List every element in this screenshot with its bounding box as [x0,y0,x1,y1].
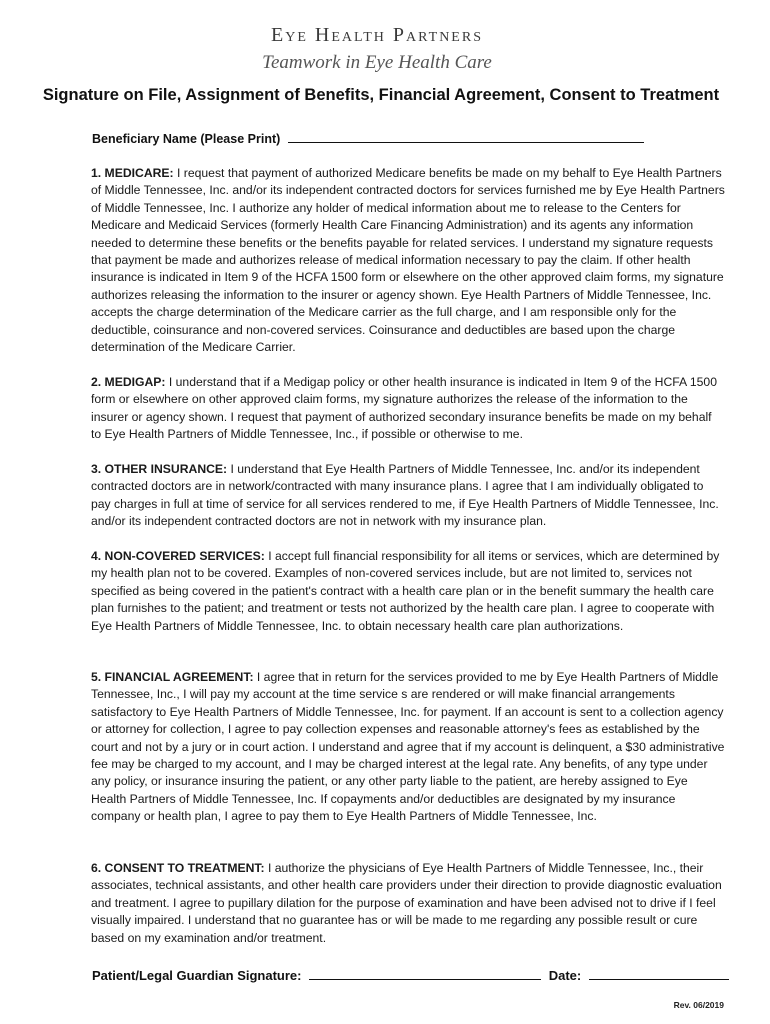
section-consent-to-treatment [91,860,725,947]
signature-row [92,966,733,983]
section-non-covered-services [91,548,725,635]
document-title: Signature on File, Assignment of Benefits, Financial Agreement, Consent to Treatment [42,86,720,104]
revision-note: Rev. 06/2019 [673,1000,724,1010]
section-heading: 6. CONSENT TO TREATMENT: [91,861,265,875]
signature-label: Patient/Legal Guardian Signature: [92,968,302,983]
section-heading: 5. FINANCIAL AGREEMENT: [91,670,254,684]
beneficiary-name-label: Beneficiary Name (Please Print) [92,132,281,146]
beneficiary-name-field [92,130,644,146]
section-body: I request that payment of authorized Medicare benefits be made on my behalf to Eye Health Partners of Middle Tennessee, Inc. and/or its independent contracted doctors for services furnished me by Eye Health Partners of Middle Tennessee, Inc. I authorize any holder of medical information about me to release to the Centers for Medicare and Medicaid Services (formerly Health Care Financing Administration) and its agents any information needed to determine these benefits or the benefits payable for related services. I understand my signature requests that payment be made and authorizes release of medical information necessary to pay the claim. If other health insurance is indicated in Item 9 of the HCFA 1500 form or elsewhere on the other approved claim forms, my signature authorizes releasing the information to the insurer or agency shown. Eye Health Partners of Middle Tennessee, Inc. accepts the charge determination of the Medicare carrier as the full charge, and I am responsible only for the deductible, coinsurance and non-covered services. Coinsurance and deductibles are based upon the charge determination of the Medicare Carrier. [91,166,725,355]
section-body: I understand that Eye Health Partners of Middle Tennessee, Inc. and/or its independent contracted doctors are in network/contracted with many insurance plans. I agree that I am individually obligated to pay charges in full at time of service for all services rendered to me, if Eye Health Partners of Middle Tennessee, Inc. and/or its independent contracted doctors are not in network with my insurance plan. [91,462,719,529]
section-heading: 1. MEDICARE: [91,166,174,180]
section-heading: 4. NON-COVERED SERVICES: [91,549,265,563]
section-heading: 3. OTHER INSURANCE: [91,462,228,476]
section-body: I understand that if a Medigap policy or other health insurance is indicated in Item 9 of the HCFA 1500 form or elsewhere on other approved claim forms, my signature authorizes the release of the information to the insurer or agency shown. I request that payment of authorized secondary insurance benefits be made on my behalf to Eye Health Partners of Middle Tennessee, Inc., if possible or otherwise to me. [91,375,717,442]
beneficiary-name-blank[interactable] [288,130,644,143]
section-body: I authorize the physicians of Eye Health Partners of Middle Tennessee, Inc., their associates, technical assistants, and other health care providers under their direction to provide diagnostic evaluation and treatment. I agree to pupillary dilation for the purpose of examination and have been advised not to drive if I feel visually impaired. I understand that no guarantee has or will be made to me regarding any possible result or cure based on my examination and/or treatment. [91,861,722,945]
date-label: Date: [548,968,582,983]
section-medicare [91,165,725,356]
signature-blank[interactable] [309,966,541,980]
section-heading: 2. MEDIGAP: [91,375,166,389]
organization-name: Eye Health Partners [271,24,483,46]
organization-tagline: Teamwork in Eye Health Care [262,52,492,73]
section-body: I agree that in return for the services provided to me by Eye Health Partners of Middle Tennessee, Inc., I will pay my account at the time service s are rendered or will make financial arrangements satisfactory to Eye Health Partners of Middle Tennessee, Inc. for payment. If an account is sent to a collection agency or attorney for collection, I agree to pay collection expenses and reasonable attorney's fees as established by the court and not by a jury or in court action. I understand and agree that if my account is delinquent, a $30 administrative fee may be charged to my account, and I may be charged interest at the legal rate. Any benefits, of any type under any policy, or insurance insuring the patient, or any other party liable to the patient, are hereby assigned to Eye Health Partners of Middle Tennessee, Inc. If copayments and/or deductibles are designated by my insurance company or health plan, I agree to pay them to Eye Health Partners of Middle Tennessee, Inc. [91,670,725,824]
section-medigap [91,374,725,444]
section-other-insurance [91,461,725,531]
section-body: I accept full financial responsibility for all items or services, which are determined by my health plan not to be covered. Examples of non-covered services include, but are not limited to, services not specified as being covered in the patient's contract with a health care plan or in the benefit summary the health care plan furnishes to the patient; and treatment or tests not authorized by the health care plan. I agree to cooperate with Eye Health Partners of Middle Tennessee, Inc. to obtain necessary health care plan authorizations. [91,549,720,633]
date-blank[interactable] [589,966,729,980]
section-financial-agreement [91,669,725,826]
